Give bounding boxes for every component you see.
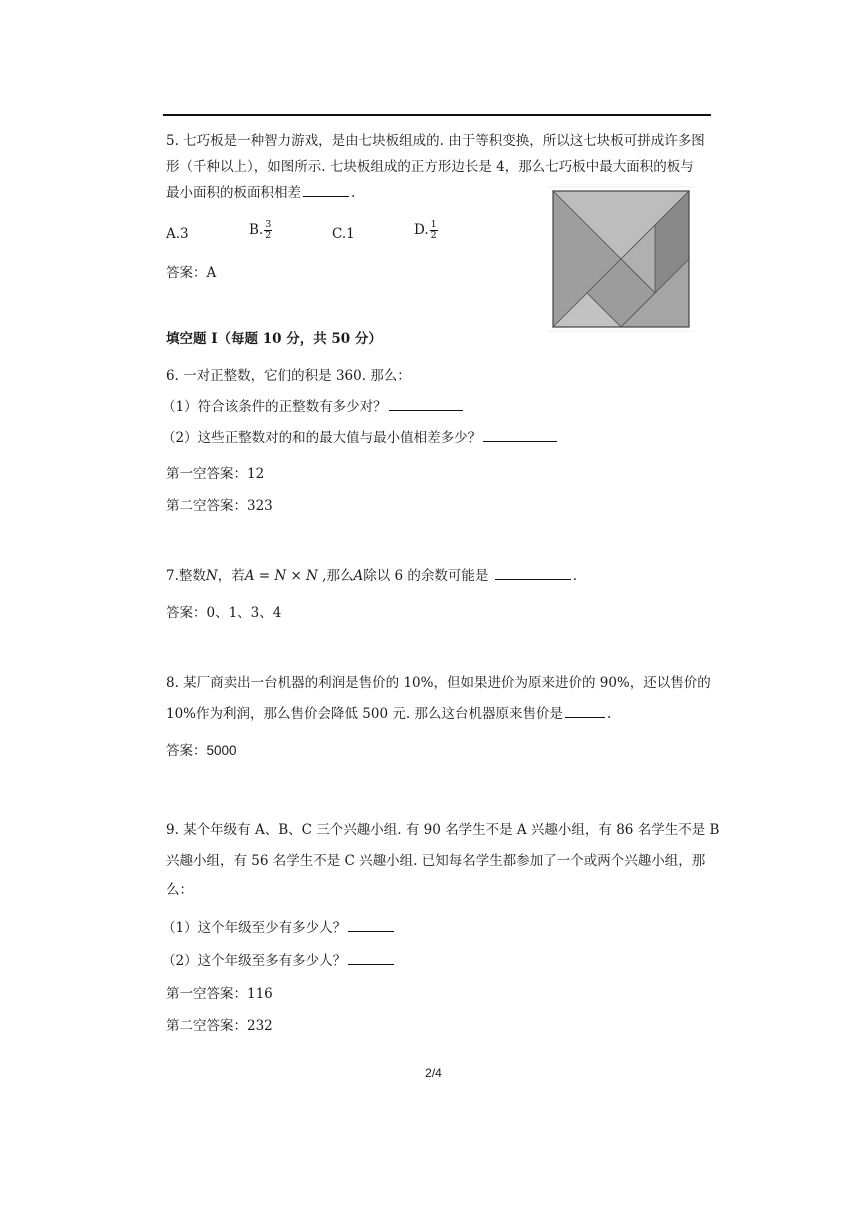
answer-blank bbox=[303, 183, 349, 197]
section-title: 填空题 I（每题 10 分，共 50 分） bbox=[166, 331, 382, 347]
answer-blank bbox=[565, 704, 605, 718]
q8-line1: 8. 某厂商卖出一台机器的利润是售价的 10%，但如果进价为原来进价的 90%，还以售价的 bbox=[166, 675, 711, 691]
q7-stem: 7.整数N，若A = N × N ,那么A除以 6 的余数可能是 . bbox=[166, 568, 577, 584]
answer-blank bbox=[389, 397, 463, 411]
q6-sub1: （1）符合该条件的正整数有多少对？ bbox=[162, 397, 465, 417]
q6-sub2: （2）这些正整数对的和的最大值与最小值相差多少？ bbox=[162, 428, 559, 448]
q6-answer-2: 第二空答案：323 bbox=[166, 498, 273, 514]
q5-option-d: D. $\frac{1}{2}$ bbox=[414, 219, 437, 241]
q5-option-a: A.3 bbox=[166, 226, 189, 242]
q5-line2: 形（千种以上），如图所示. 七块板组成的正方形边长是 4，那么七巧板中最大面积的板与 bbox=[166, 159, 694, 175]
q8-line2: 10%作为利润，那么售价会降低 500 元. 那么这台机器原来售价是 . bbox=[166, 706, 612, 722]
q5-line1: 5. 七巧板是一种智力游戏，是由七块板组成的. 由于等积变换，所以这七块板可拼成许多图 bbox=[166, 133, 705, 149]
q5-option-c: C.1 bbox=[332, 226, 355, 242]
q9-sub1: （1）这个年级至少有多少人？ bbox=[162, 918, 396, 938]
answer-blank bbox=[483, 428, 557, 442]
q6-stem: 6. 一对正整数，它们的积是 360. 那么： bbox=[166, 368, 411, 384]
q5-line3: 最小面积的板面积相差 . bbox=[166, 185, 356, 201]
q8-answer: 答案：5000 bbox=[166, 743, 237, 758]
q9-line1: 9. 某个年级有 A、B、C 三个兴趣小组. 有 90 名学生不是 A 兴趣小组，有 86 名学生不是 B bbox=[166, 822, 720, 838]
q5-answer: 答案：A bbox=[166, 265, 217, 281]
q9-answer-1: 第一空答案：116 bbox=[166, 986, 273, 1002]
q6-answer-1: 第一空答案：12 bbox=[166, 466, 265, 482]
header-rule bbox=[163, 114, 711, 116]
q9-line3: 么： bbox=[166, 882, 193, 898]
q9-answer-2: 第二空答案：232 bbox=[166, 1018, 273, 1034]
q7-answer: 答案：0、1、3、4 bbox=[166, 605, 282, 621]
page-number: 2/4 bbox=[425, 1066, 442, 1080]
q9-line2: 兴趣小组，有 56 名学生不是 C 兴趣小组. 已知每名学生都参加了一个或两个兴趣小组，那 bbox=[166, 853, 706, 869]
tangram-figure bbox=[548, 186, 694, 332]
q9-sub2: （2）这个年级至多有多少人？ bbox=[162, 951, 396, 971]
answer-blank bbox=[348, 918, 394, 932]
q5-option-b: B. $\frac{3}{2}$ bbox=[249, 219, 272, 241]
answer-blank bbox=[495, 566, 571, 580]
answer-blank bbox=[348, 951, 394, 965]
